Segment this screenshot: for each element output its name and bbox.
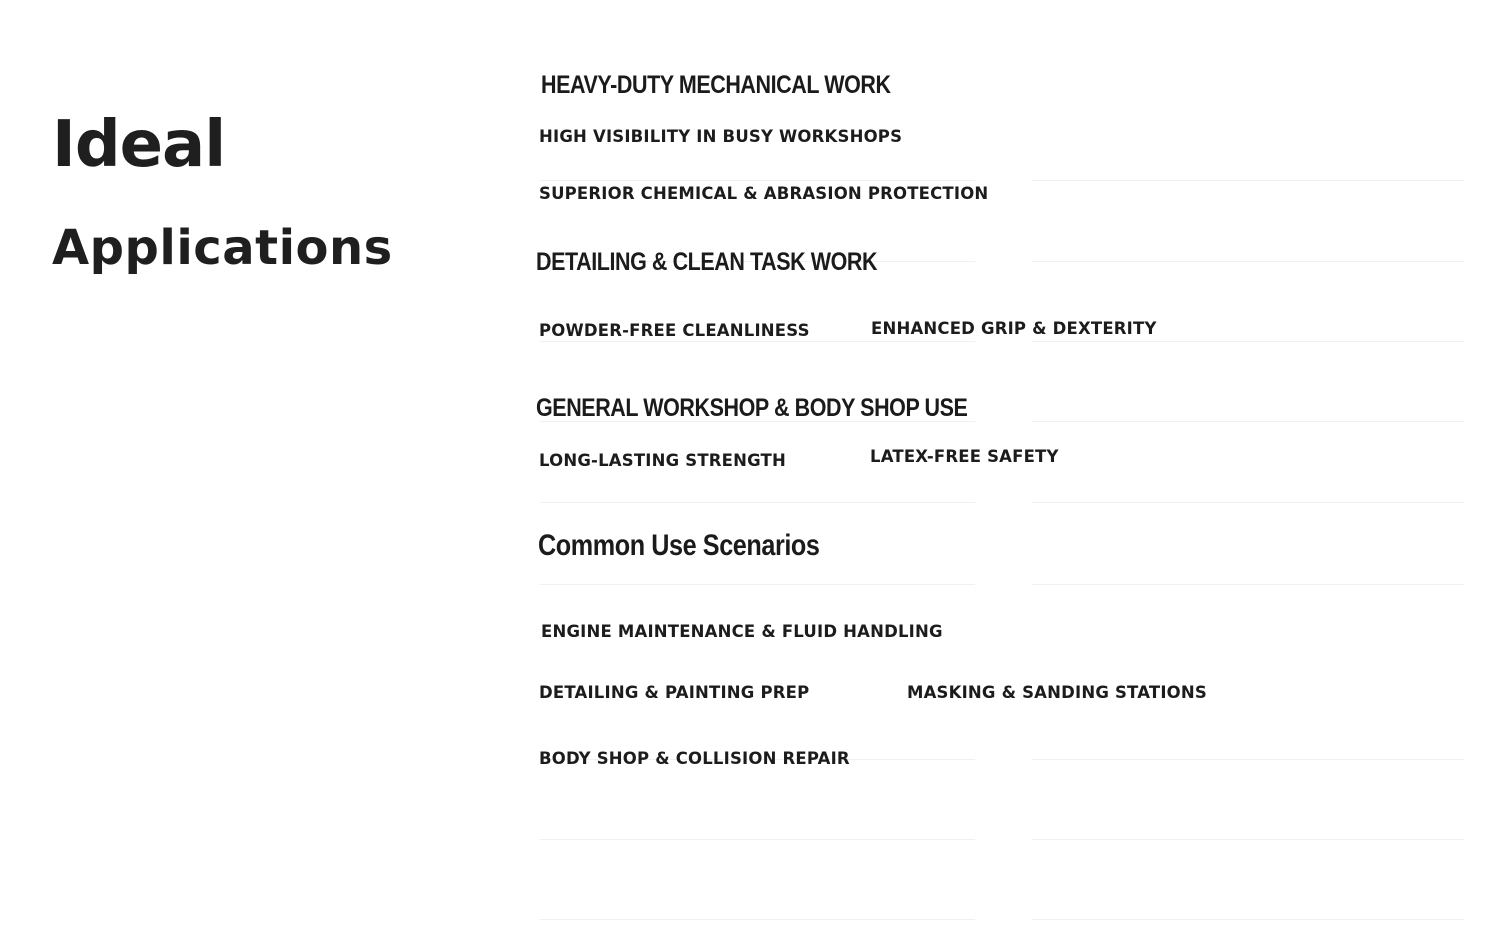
divider [540, 502, 975, 503]
divider [1032, 421, 1464, 422]
divider [1032, 261, 1464, 262]
list-item: POWDER-FREE CLEANLINESS [539, 321, 810, 341]
divider [1032, 919, 1464, 920]
section-heading-scenarios: Common Use Scenarios [538, 529, 820, 562]
page-title-line-1: Ideal [52, 108, 226, 182]
divider [1032, 502, 1464, 503]
list-item: LONG-LASTING STRENGTH [539, 451, 786, 471]
divider [1032, 341, 1464, 342]
list-item: ENGINE MAINTENANCE & FLUID HANDLING [541, 622, 943, 642]
divider [540, 180, 975, 181]
divider [1032, 584, 1464, 585]
section-heading-heavy-duty: HEAVY-DUTY MECHANICAL WORK [541, 71, 891, 99]
divider [540, 341, 975, 342]
list-item: DETAILING & PAINTING PREP [539, 683, 810, 703]
list-item: BODY SHOP & COLLISION REPAIR [539, 749, 850, 769]
divider [1032, 759, 1464, 760]
list-item: LATEX-FREE SAFETY [870, 447, 1059, 467]
divider [1032, 839, 1464, 840]
divider [540, 584, 975, 585]
divider [540, 839, 975, 840]
divider [1032, 180, 1464, 181]
divider [540, 919, 975, 920]
section-heading-general: GENERAL WORKSHOP & BODY SHOP USE [536, 394, 968, 422]
list-item: SUPERIOR CHEMICAL & ABRASION PROTECTION [539, 184, 989, 204]
page-title-line-2: Applications [52, 220, 393, 276]
list-item: MASKING & SANDING STATIONS [907, 683, 1207, 703]
list-item: ENHANCED GRIP & DEXTERITY [871, 319, 1157, 339]
list-item: HIGH VISIBILITY IN BUSY WORKSHOPS [539, 127, 903, 147]
section-heading-detailing: DETAILING & CLEAN TASK WORK [536, 248, 878, 276]
